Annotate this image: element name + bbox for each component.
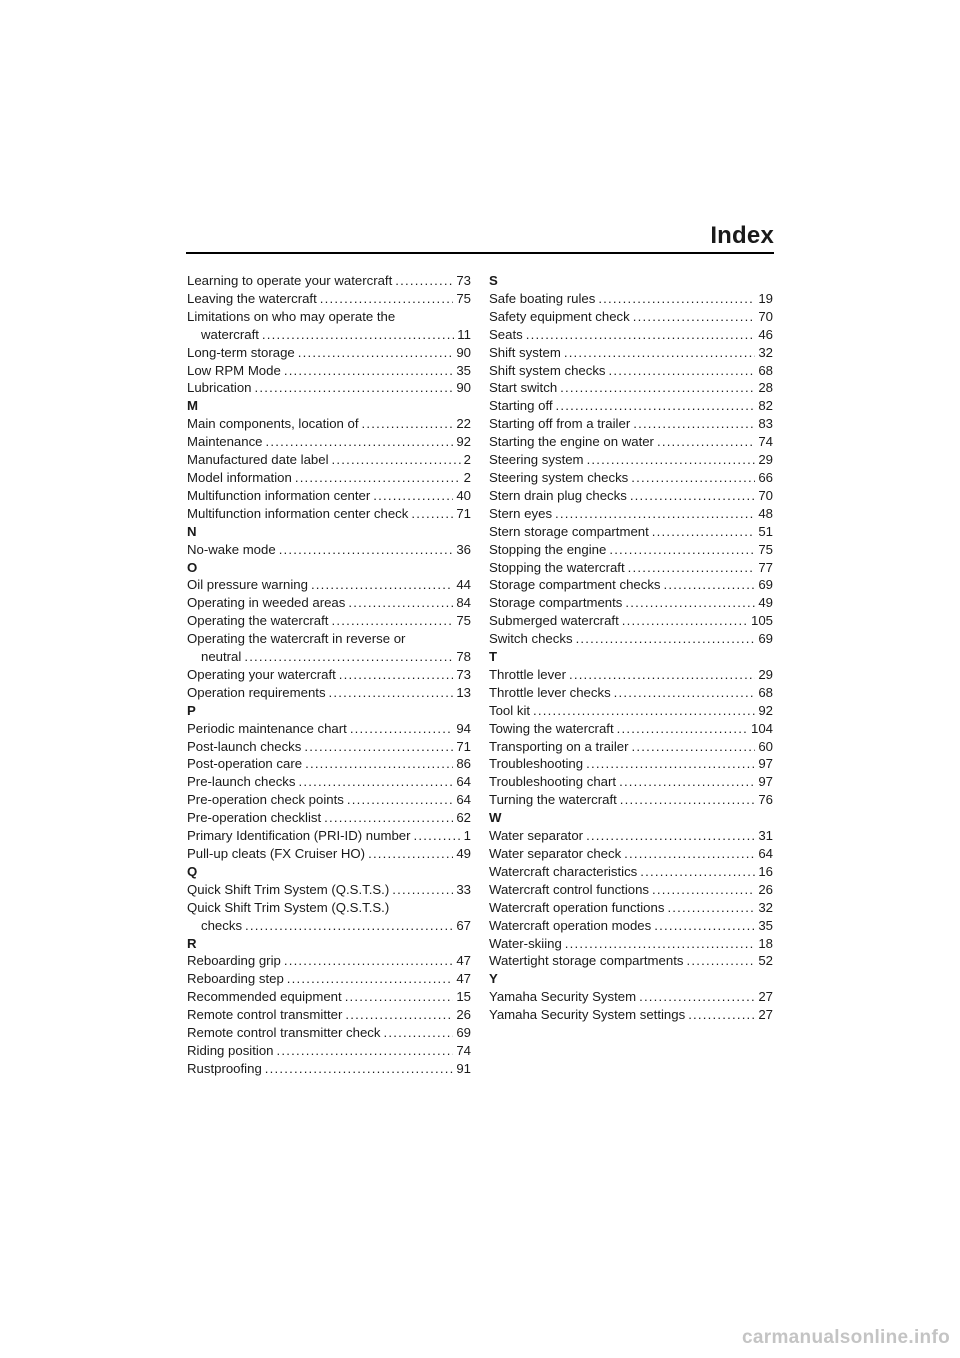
index-letter-heading: P (187, 702, 196, 718)
index-entry: Towing the watercraft ..... 104 (489, 720, 773, 738)
index-letter-heading: T (489, 649, 498, 665)
index-entry: No-wake mode ..... 36 (187, 541, 471, 559)
index-entry: Starting off ..... 82 (489, 397, 773, 415)
index-entry: Operating your watercraft ..... 73 (187, 666, 471, 684)
index-entry: Operating in weeded areas ..... 84 (187, 594, 471, 612)
index-entry: Shift system ..... 32 (489, 344, 773, 362)
index-entry: Watercraft characteristics ..... 16 (489, 863, 773, 881)
index-entry: Pull-up cleats (FX Cruiser HO) ..... 49 (187, 845, 471, 863)
index-letter-heading: R (187, 935, 197, 951)
index-entry: Throttle lever ..... 29 (489, 666, 773, 684)
index-entry: Model information ..... 2 (187, 469, 471, 487)
index-entry: Shift system checks ..... 68 (489, 362, 773, 380)
index-entry: Transporting on a trailer ..... 60 (489, 738, 773, 756)
index-entry: Water separator ..... 31 (489, 827, 773, 845)
index-entry: Low RPM Mode ..... 35 (187, 362, 471, 380)
index-entry: Throttle lever checks ..... 68 (489, 684, 773, 702)
index-entry: Multifunction information center check ..... 71 (187, 505, 471, 523)
index-entry: Periodic maintenance chart ..... 94 (187, 720, 471, 738)
index-entry: Reboarding step ..... 47 (187, 970, 471, 988)
index-letter-heading: N (187, 523, 197, 539)
index-entry: Water-skiing ..... 18 (489, 935, 773, 953)
index-entry: Stopping the engine ..... 75 (489, 541, 773, 559)
index-letter-heading: Y (489, 971, 498, 987)
page-title: Index (710, 222, 774, 249)
index-entry: Learning to operate your watercraft ..... 73 (187, 272, 471, 290)
index-entry: Main components, location of ..... 22 (187, 415, 471, 433)
index-entry: Storage compartment checks ..... 69 (489, 576, 773, 594)
index-entry: Maintenance ..... 92 (187, 433, 471, 451)
index-entry: Limitations on who may operate the watercraft ..... 11 (187, 308, 471, 344)
index-column-left (187, 272, 471, 1078)
index-entry: Long-term storage ..... 90 (187, 344, 471, 362)
index-letter-heading: W (489, 810, 502, 826)
index-entry: Operation requirements ..... 13 (187, 684, 471, 702)
index-entry: Leaving the watercraft ..... 75 (187, 290, 471, 308)
index-entry: Start switch ..... 28 (489, 379, 773, 397)
index-entry: Troubleshooting ..... 97 (489, 755, 773, 773)
index-entry: Multifunction information center ..... 40 (187, 487, 471, 505)
index-entry: Watercraft operation functions ..... 32 (489, 899, 773, 917)
index-entry: Turning the watercraft ..... 76 (489, 791, 773, 809)
index-entry: Stern eyes ..... 48 (489, 505, 773, 523)
index-entry: Water separator check ..... 64 (489, 845, 773, 863)
index-entry: Reboarding grip ..... 47 (187, 952, 471, 970)
index-entry: Troubleshooting chart ..... 97 (489, 773, 773, 791)
index-entry: Starting the engine on water ..... 74 (489, 433, 773, 451)
index-entry: Primary Identification (PRI-ID) number ..... 1 (187, 827, 471, 845)
index-entry: Post-launch checks ..... 71 (187, 738, 471, 756)
index-letter-heading: O (187, 559, 198, 575)
index-entry: Operating the watercraft ..... 75 (187, 612, 471, 630)
index-entry: Submerged watercraft ..... 105 (489, 612, 773, 630)
index-column-right (489, 272, 773, 1024)
index-entry: Quick Shift Trim System (Q.S.T.S.) ..... 33 (187, 881, 471, 899)
index-entry: Steering system ..... 29 (489, 451, 773, 469)
footer-watermark: carmanualsonline.info (742, 1327, 950, 1348)
index-entry: Pre-operation checklist ..... 62 (187, 809, 471, 827)
index-entry: Recommended equipment ..... 15 (187, 988, 471, 1006)
index-entry: Switch checks ..... 69 (489, 630, 773, 648)
index-entry: Operating the watercraft in reverse or neutral ..... 78 (187, 630, 471, 666)
index-entry: Yamaha Security System settings ..... 27 (489, 1006, 773, 1024)
title-rule (186, 252, 774, 254)
index-entry: Quick Shift Trim System (Q.S.T.S.) checks ..... 67 (187, 899, 471, 935)
index-entry: Safe boating rules ..... 19 (489, 290, 773, 308)
index-entry: Oil pressure warning ..... 44 (187, 576, 471, 594)
index-entry: Remote control transmitter check ..... 69 (187, 1024, 471, 1042)
index-letter-heading: Q (187, 863, 198, 879)
index-entry: Yamaha Security System ..... 27 (489, 988, 773, 1006)
index-entry: Watercraft operation modes ..... 35 (489, 917, 773, 935)
index-entry: Seats ..... 46 (489, 326, 773, 344)
index-entry: Pre-launch checks ..... 64 (187, 773, 471, 791)
index-entry: Rustproofing ..... 91 (187, 1060, 471, 1078)
index-entry: Stern storage compartment ..... 51 (489, 523, 773, 541)
index-entry: Stopping the watercraft ..... 77 (489, 559, 773, 577)
index-entry: Steering system checks ..... 66 (489, 469, 773, 487)
index-entry: Remote control transmitter ..... 26 (187, 1006, 471, 1024)
index-entry: Post-operation care ..... 86 (187, 755, 471, 773)
index-entry: Safety equipment check ..... 70 (489, 308, 773, 326)
index-letter-heading: S (489, 273, 498, 288)
index-entry: Manufactured date label ..... 2 (187, 451, 471, 469)
index-entry: Starting off from a trailer ..... 83 (489, 415, 773, 433)
index-entry: Pre-operation check points ..... 64 (187, 791, 471, 809)
index-entry: Storage compartments ..... 49 (489, 594, 773, 612)
index-entry: Riding position ..... 74 (187, 1042, 471, 1060)
index-entry: Stern drain plug checks ..... 70 (489, 487, 773, 505)
index-letter-heading: M (187, 398, 198, 414)
index-entry: Watercraft control functions ..... 26 (489, 881, 773, 899)
index-entry: Lubrication ..... 90 (187, 379, 471, 397)
index-entry: Tool kit ..... 92 (489, 702, 773, 720)
index-entry: Watertight storage compartments ..... 52 (489, 952, 773, 970)
